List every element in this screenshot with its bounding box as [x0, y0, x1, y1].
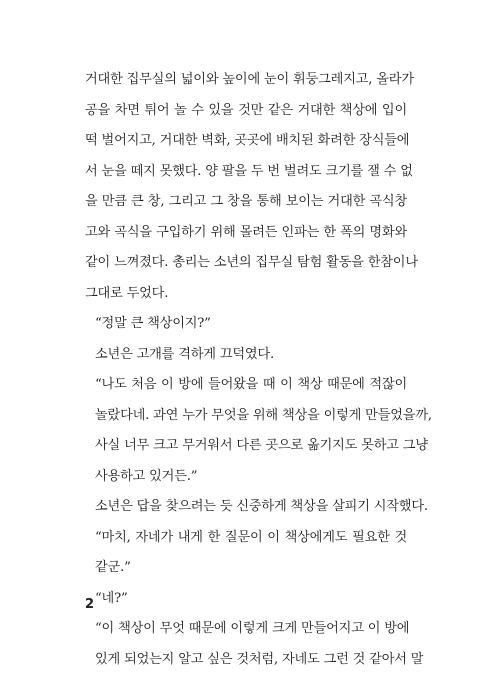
text-line: 사실 너무 크고 무거워서 다른 곳으로 옮기지도 못하고 그냥 [95, 438, 428, 453]
text-line: 떡 벌어지고, 거대한 벽화, 곳곳에 배치된 화려한 장식들에 [85, 133, 410, 148]
text-line: 서 눈을 떼지 못했다. 양 팔을 두 번 벌려도 크기를 잴 수 없 [85, 163, 413, 179]
text-line: 공을 차면 튀어 놀 수 있을 것만 같은 거대한 책상에 입이 [85, 102, 407, 118]
text-line: “나도 처음 이 방에 들어왔을 때 이 책상 때문에 적잖이 [95, 377, 407, 392]
text-line: “마치, 자네가 내게 한 질문이 이 책상에게도 필요한 것 [95, 529, 407, 545]
text-line: 놀랐다네. 과연 누가 무엇을 위해 책상을 이렇게 만들었을까, [95, 407, 432, 423]
body-text [85, 65, 432, 675]
text-line: 거대한 집무실의 넓이와 높이에 눈이 휘둥그레지고, 올라가 [85, 72, 414, 87]
text-line: 같군.” [95, 560, 131, 575]
text-line: 같이 느껴졌다. 총리는 소년의 집무실 탐험 활동을 한참이나 [85, 255, 418, 270]
text-line: “네?” [95, 590, 128, 606]
text-line: 있게 되었는지 알고 싶은 것처럼, 자네도 그런 것 같아서 말 [95, 651, 424, 667]
text-line: 을 만큼 큰 창, 그리고 그 창을 통해 보이는 거대한 곡식창 [85, 194, 407, 209]
text-line: 소년은 고개를 격하게 끄덕였다. [95, 346, 274, 362]
paragraph [85, 614, 424, 675]
text-line: 소년은 답을 찾으려는 듯 신중하게 책상을 살피기 시작했다. [95, 499, 428, 514]
paragraph [85, 492, 428, 523]
paragraph [85, 340, 407, 371]
paragraph [85, 370, 432, 492]
text-line: 그대로 두었다. [85, 285, 169, 301]
paragraph [85, 65, 418, 309]
text-line: 사용하고 있거든.” [95, 468, 198, 484]
text-line: 고와 곡식을 구입하기 위해 몰려든 인파는 한 폭의 명화와 [85, 224, 407, 240]
paragraph [85, 584, 407, 615]
text-line: “이 책상이 무엇 때문에 이렇게 크게 만들어지고 이 방에 [95, 621, 410, 636]
text-line: “정말 큰 책상이지?” [95, 316, 211, 331]
paragraph [85, 309, 407, 340]
paragraph [85, 523, 407, 584]
page-number: 2 [85, 597, 95, 612]
